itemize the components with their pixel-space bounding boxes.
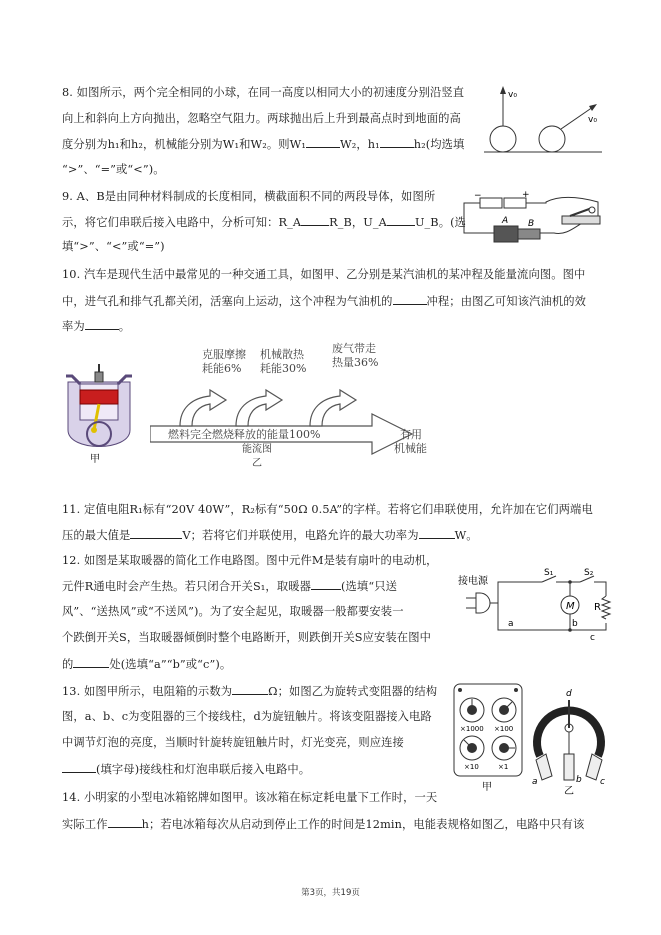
label-jia: 甲 bbox=[90, 454, 100, 465]
q8-line3 bbox=[62, 137, 464, 152]
page-footer: 第3页，共19页 bbox=[301, 888, 360, 898]
q8-line2: 向上和斜向上方向抛出，忽略空气阻力。两球抛出后上升到最高点时到地面的高 bbox=[62, 112, 461, 125]
switch-base bbox=[562, 216, 600, 224]
plug-icon bbox=[476, 593, 490, 613]
q9-blank-r[interactable] bbox=[301, 215, 329, 226]
q8-line1: 8. 如图所示，两个完全相同的小球，在同一高度以相同大小的初速度分别沿竖直 bbox=[62, 86, 465, 99]
q10-energy-flow-figure bbox=[150, 338, 450, 474]
q12-line3: 风”、“送热风”或“不送风”)。为了安全起见，取暖器一般都要安装一 bbox=[62, 605, 404, 618]
wire-bottom bbox=[498, 603, 606, 630]
q8-two-balls-figure bbox=[478, 82, 608, 158]
battery-minus: − bbox=[474, 191, 482, 201]
label-x1000: ×1000 bbox=[460, 725, 484, 733]
q9-blank-u[interactable] bbox=[387, 215, 415, 226]
battery-plus: + bbox=[522, 190, 530, 200]
q12-line5 bbox=[62, 657, 231, 672]
resistor-r bbox=[602, 596, 610, 619]
wire-top-left bbox=[490, 582, 542, 603]
dial-x1000 bbox=[460, 698, 484, 722]
q13-line3: 中调节灯泡的亮度，当顺时针旋转旋钮触片时，灯光变亮，则应连接 bbox=[62, 736, 404, 749]
q13-text: 13. 如图甲所示，电阻箱的示数为 bbox=[62, 685, 233, 698]
piston bbox=[80, 390, 118, 404]
q13-resistance-box-figure bbox=[452, 682, 524, 794]
q11-text: V；若将它们并联使用，电路允许的最大功率为 bbox=[182, 529, 419, 542]
label-x1: ×1 bbox=[498, 763, 509, 771]
q11-line1: 11. 定值电阻R₁标有“20V 40W”，R₂标有“50Ω 0.5A”的字样。若将它们串联使用，允许加在它们两端电 bbox=[62, 503, 593, 516]
node-top bbox=[568, 580, 572, 584]
q11-blank-voltage[interactable] bbox=[130, 528, 182, 539]
q10-line3 bbox=[62, 319, 130, 334]
ball-right bbox=[539, 126, 565, 152]
label-a: A bbox=[502, 216, 509, 226]
exhaust-label-1: 废气带走 bbox=[332, 342, 376, 355]
label-jia: 甲 bbox=[482, 782, 492, 793]
label-c: c bbox=[590, 633, 595, 642]
wire-top bbox=[526, 198, 598, 219]
q13-text: Ω；如图乙为旋转式变阻器的结构 bbox=[268, 685, 438, 698]
label-b: B bbox=[528, 219, 535, 229]
q12-line1: 12. 如图是某取暖器的简化工作电路图。图中元件M是装有扇叶的电动机， bbox=[62, 554, 438, 567]
q9-text: 示，将它们串联后接入电路中，分析可知：R_A bbox=[62, 216, 302, 229]
label-a: a bbox=[532, 777, 538, 787]
label-m: M bbox=[566, 601, 575, 612]
label-b: b bbox=[576, 775, 582, 785]
q9-circuit-figure bbox=[458, 188, 608, 252]
terminal-b bbox=[564, 754, 574, 780]
fuel-label: 燃料完全燃烧释放的能量100% bbox=[168, 428, 321, 441]
label-yi: 乙 bbox=[564, 786, 574, 796]
q12-heater-circuit-figure bbox=[458, 566, 616, 642]
q14-blank-hours[interactable] bbox=[108, 817, 142, 828]
q12-text: 处(选填“a”“b”或“c”)。 bbox=[109, 658, 232, 671]
q8-line4: “>”、“=”或“<”)。 bbox=[62, 163, 165, 176]
label-a: a bbox=[508, 619, 514, 629]
q12-line4: 个跌倒开关S，当取暖器倾倒时整个电路断开，则跌倒开关S应安装在图中 bbox=[62, 631, 431, 644]
q9-line3: 填“>”、“<”或“=”) bbox=[62, 240, 165, 253]
label-yi: 乙 bbox=[252, 458, 262, 469]
q12-text: 元件R通电时会产生热。若只闭合开关S₁，取暖器 bbox=[62, 580, 312, 593]
arrow-head-oblique-icon bbox=[589, 104, 597, 111]
q12-text: (选填“只送 bbox=[341, 580, 397, 593]
q9-line1: 9. A、B是由同种材料制成的长度相同，横截面积不同的两段导体，如图所 bbox=[62, 190, 436, 203]
label-b: b bbox=[572, 619, 578, 629]
heat-label-1: 机械散热 bbox=[260, 348, 304, 361]
q10-text: 中，进气孔和排气孔都关闭，活塞向上运动，这个冲程为气油机的 bbox=[62, 295, 393, 308]
friction-label-2: 耗能6% bbox=[202, 362, 242, 375]
crank-pin bbox=[91, 427, 97, 433]
heat-label-2: 耗能30% bbox=[260, 362, 307, 375]
q10-text: 。 bbox=[118, 320, 131, 333]
label-x100: ×100 bbox=[494, 725, 514, 733]
friction-arrow bbox=[180, 390, 226, 426]
q8-text: h₂(均选填 bbox=[413, 138, 465, 151]
dial-x10 bbox=[460, 736, 484, 760]
label-d: d bbox=[566, 689, 572, 699]
q10-text: 冲程；由图乙可知该汽油机的效 bbox=[426, 295, 587, 308]
q12-line2 bbox=[62, 579, 397, 594]
label-x10: ×10 bbox=[464, 763, 479, 771]
q14-line2 bbox=[62, 817, 584, 832]
wire-top-right bbox=[594, 582, 606, 596]
battery-left bbox=[480, 198, 502, 208]
dial-x100 bbox=[492, 698, 516, 722]
heat-arrow bbox=[236, 390, 282, 426]
ball-left bbox=[490, 126, 516, 152]
label-s1: S₁ bbox=[544, 568, 554, 578]
q10-engine-figure bbox=[58, 360, 140, 466]
q12-blank-position[interactable] bbox=[73, 657, 109, 668]
q10-blank-stroke[interactable] bbox=[393, 294, 427, 305]
spark-plug-base bbox=[95, 372, 103, 382]
switch-knob bbox=[589, 207, 595, 213]
label-c: c bbox=[600, 777, 605, 787]
q10-blank-efficiency[interactable] bbox=[85, 319, 119, 330]
q12-blank-mode[interactable] bbox=[311, 579, 341, 590]
q10-line2 bbox=[62, 294, 586, 309]
conductor-a bbox=[494, 226, 518, 242]
q11-line2 bbox=[62, 528, 478, 543]
q10-line1: 10. 汽车是现代生活中最常见的一种交通工具，如图甲、乙分别是某汽油机的某冲程及能量流向图。图中 bbox=[62, 268, 586, 281]
q9-line2 bbox=[62, 215, 466, 230]
q11-text: 压的最大值是 bbox=[62, 529, 131, 542]
terminal-right bbox=[514, 688, 518, 692]
q8-blank-h[interactable] bbox=[380, 137, 414, 148]
terminal-a bbox=[536, 754, 552, 780]
q10-text: 率为 bbox=[62, 320, 85, 333]
q13-line1 bbox=[62, 684, 437, 699]
q13-line2: 图，a、b、c为变阻器的三个接线柱，d为旋钮触片。将该变阻器接入电路 bbox=[62, 710, 432, 723]
q8-text: W₂，h₁ bbox=[339, 138, 380, 151]
q13-line4 bbox=[62, 762, 310, 777]
q9-text: R_B，U_A bbox=[329, 216, 387, 229]
label-r: R bbox=[594, 602, 601, 613]
q11-text: W。 bbox=[454, 529, 478, 542]
q14-text: 实际工作 bbox=[62, 818, 108, 831]
q13-blank-terminals[interactable] bbox=[62, 762, 96, 773]
label-v0-left: v₀ bbox=[508, 90, 517, 100]
useful-label-2: 机械能 bbox=[394, 442, 427, 455]
q11-blank-power[interactable] bbox=[419, 528, 455, 539]
useful-label-1: 有用 bbox=[400, 428, 422, 441]
friction-label-1: 克服摩擦 bbox=[202, 348, 246, 361]
label-s2: S₂ bbox=[584, 568, 594, 578]
q13-rotary-rheostat-figure bbox=[526, 684, 612, 796]
exhaust-label-2: 热量36% bbox=[332, 356, 379, 369]
dial-x1 bbox=[492, 736, 516, 760]
q9-text: U_B。(选 bbox=[414, 216, 467, 229]
terminal-left bbox=[458, 688, 462, 692]
exhaust-arrow bbox=[310, 390, 356, 426]
q13-blank-reading[interactable] bbox=[232, 684, 268, 695]
q8-blank-w[interactable] bbox=[306, 137, 340, 148]
q14-line1: 14. 小明家的小型电冰箱铭牌如图甲。该冰箱在标定耗电量下工作时，一天 bbox=[62, 791, 438, 804]
q13-text: (填字母)接线柱和灯泡串联后接入电路中。 bbox=[96, 763, 311, 776]
arrow-head-up-icon bbox=[500, 86, 506, 94]
label-v0-right: v₀ bbox=[588, 115, 597, 125]
conductor-b bbox=[518, 229, 540, 239]
caption-label: 能流图 bbox=[242, 444, 272, 455]
q14-text: h；若电冰箱每次从启动到停止工作的时间是12min，电能表规格如图乙，电路中只有该 bbox=[141, 818, 585, 831]
q8-text: 度分别为h₁和h₂，机械能分别为W₁和W₂。则W₁ bbox=[62, 138, 306, 151]
q12-text: 的 bbox=[62, 658, 74, 671]
source-label: 接电源 bbox=[458, 576, 488, 587]
plug-prongs bbox=[466, 598, 476, 608]
